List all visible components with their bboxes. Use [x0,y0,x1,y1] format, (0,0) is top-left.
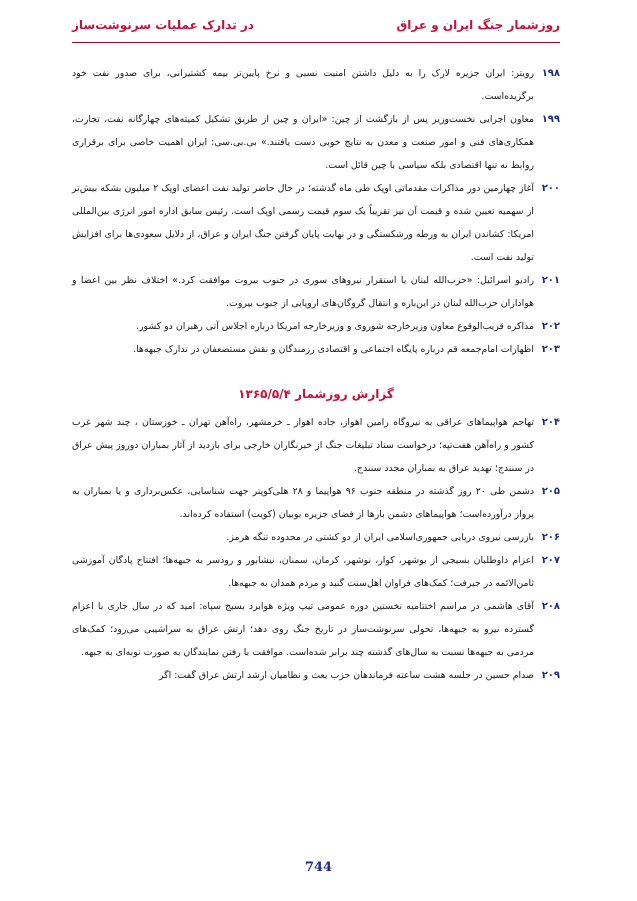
entry-206 [72,526,560,549]
entry-text: بازرسی نیروی دریایی جمهوری‌اسلامی ایران از دو کشتی در محدوده تنگه هرمز. [226,532,534,543]
entry-number: ۲۰۱ [541,275,560,286]
entry-200 [72,177,560,269]
entry-text: مذاکره قریب‌الوقوع معاون وزیرخارجه شوروی و وزیرخارجه امریکا درباره اجلاس آتی رهبران دو کشور. [136,321,534,332]
entry-text: دشمن طی ۲۰ روز گذشته در منطقه جنوب ۹۶ هواپیما و ۲۸ هلی‌کوپتر جهت شناسایی، عکس‌برداری و یا بمباران به پرواز درآورده‌است؛ هواپیماهای دشمن بارها از فضای جزیره بوبیان (کویت) استفاده کرده‌اند. [72,486,535,520]
entry-198 [72,62,560,108]
entry-text: اعزام داوطلبان بسیجی از بوشهر، کوار، نوشهر، کرمان، سمنان، نیشابور و رودسر به جبهه‌ها؛ افتتاح پادگان آموزشی ثامن‌الائمه در جیرفت؛ کمک‌های فراوان اهل‌سنت گنبد و مردم همدان به جبهه‌ها. [72,555,534,589]
entry-number: ۱۹۹ [541,114,560,125]
entry-text: اظهارات امام‌جمعه قم درباره پایگاه اجتماعی و اقتصادی رزمندگان و نقش مستضعفان در تدارک جبهه‌ها. [133,344,534,355]
entry-205 [72,480,560,526]
running-header [72,18,560,40]
section-title: گزارش روزشمار ۱۳۶۵/۵/۴ [238,387,394,401]
header-divider [72,42,560,43]
entry-number: ۲۰۳ [541,344,560,355]
entry-number: ۲۰۲ [541,321,560,332]
entry-202 [72,315,560,338]
entry-number: ۲۰۵ [541,486,560,497]
entry-number: ۲۰۶ [541,532,560,543]
entry-number: ۲۰۸ [541,601,560,612]
entry-number: ۲۰۴ [541,417,560,428]
entry-199 [72,108,560,177]
book-title: روزشمار جنگ ایران و عراق [396,18,560,32]
entry-text: تهاجم هواپیماهای عراقی به نیروگاه رامین اهواز، جاده اهواز ـ خرمشهر، راه‌آهن تهران ـ خوزستان ، چند شهر غرب کشور و راه‌آهن هفت‌تپه؛ درخواست ستاد تبلیغات جنگ از خبرنگاران خارجی برای بازدید از آثار بمباران دوروز پیش عراق در سنندج؛ تهدید عراق به بمباران مجدد سنندج. [72,417,534,474]
entry-number: ۱۹۸ [541,68,560,79]
entry-text: آغاز چهارمین دور مذاکرات مقدماتی اوپک طی ماه گذشته؛ در حال حاضر تولید نفت اعضای اوپک ۲ میلیون بشکه بیش‌تر از سهمیه تعیین شده و قیمت آن نیز تقریباً یک سوم قیمت رسمی اوپک است. رئیس سابق اداره امور انرژی بین‌المللی امریکا: کشاندن ایران به ورطه ورشکستگی و در نهایت پایان گرفتن جنگ ایران و عراق، از دلایل سعودی‌ها برای افزایش تولید نفت است. [72,183,534,263]
page-content [72,62,560,687]
entry-number: ۲۰۰ [541,183,560,194]
entry-text: صدام حسین در جلسه هشت ساعته فرماندهان حزب بعث و نظامیان ارشد ارتش عراق گفت: اگر [159,670,534,681]
entry-text: رویتر: ایران جزیره لارک را به دلیل داشتن امنیت نسبی و نرخ پایین‌تر بیمه کشتیرانی، برای صدور نفت خود برگزیده‌است. [72,68,534,102]
chapter-title: در تدارک عملیات سرنوشت‌ساز [72,18,254,32]
entry-203 [72,338,560,361]
entry-208 [72,595,560,664]
entry-number: ۲۰۹ [541,670,560,681]
entry-text: آقای هاشمی در مراسم اختتامیه نخستین دوره عمومی تیپ ویژه هوابرد بسیج سپاه: امید که در سال جاری با اعزام گسترده نیرو به جبهه‌ها، تحولی سرنوشت‌ساز در تاریخ جنگ روی دهد؛ ارتش عراق به سراشیبی می‌رود؛ کمک‌های مردمی به جبهه‌ها نسبت به سال‌های گذشته چند برابر شده‌است. موافقت با رفتن نمایندگان به صورت نوبه‌ای به جبهه. [72,601,534,658]
entry-text: رادیو اسرائیل: «حزب‌الله لبنان با استقرار نیروهای سوری در جنوب بیروت موافقت کرد.» اختلاف نظر بین اعضا و هواداران حزب‌الله لبنان در این‌باره و انتقال گروگان‌های اروپایی از جنوب بیروت. [72,275,534,309]
entry-204 [72,411,560,480]
page-number: 744 [304,860,333,875]
entry-number: ۲۰۷ [541,555,560,566]
entry-209 [72,664,560,687]
entry-207 [72,549,560,595]
entry-201 [72,269,560,315]
entry-text: معاون اجرایی نخست‌وزیر پس از بازگشت از چین: «ایران و چین از طریق تشکیل کمیته‌های چهارگانه نفت، تجارت، همکاری‌های فنی و امور صنعت و معدن به نتایج خوبی دست یافتند.» بی.بی.سی: ایران اهمیت خاصی برای برقراری روابط نه تنها اقتصادی بلکه سیاسی با چین قائل است. [72,114,534,171]
